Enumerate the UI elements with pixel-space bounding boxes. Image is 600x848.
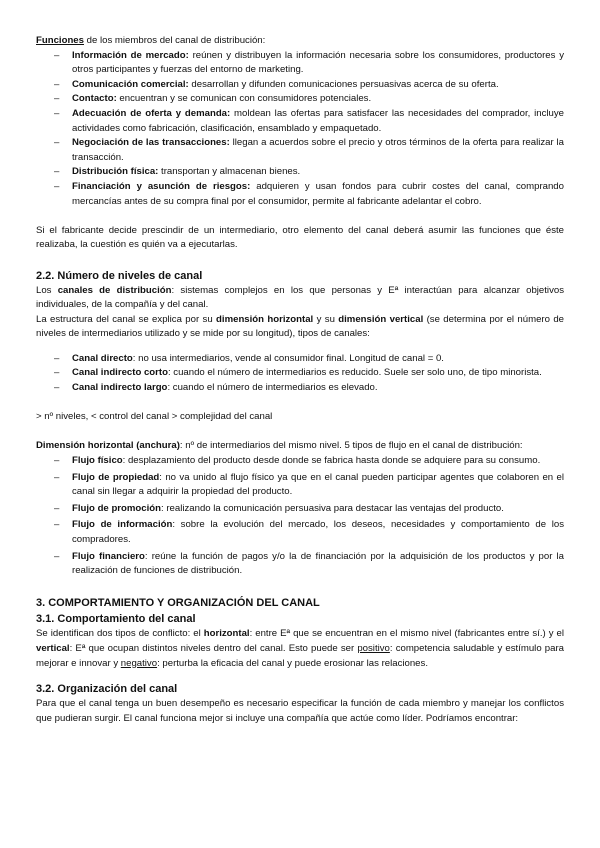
canal-text: : no usa intermediarios, vende al consumidor final. Longitud de canal = 0. (132, 352, 444, 364)
funcion-item (54, 180, 564, 209)
flujo-item (54, 502, 564, 517)
comportamiento-paragraph: Se identifican dos tipos de conflicto: el horizontal: entre Eª que se encuentran en el mismo nivel (fabricantes entre sí.) y el vertical: Eª que ocupan distintos niveles dentro del canal. Esto puede ser positivo: competencia saludable y estímulo para mejorar e innovar y negativo: perturba la eficacia del canal y puede erosionar las relaciones. (36, 628, 565, 669)
dash-bullet-icon: – (54, 382, 60, 394)
funcion-term: Contacto: (72, 93, 117, 105)
dash-bullet-icon: – (54, 166, 60, 178)
funciones-term: Funciones (36, 35, 84, 46)
funcion-text: llegan a acuerdos sobre el precio y otros términos de la oferta para realizar la transacción. (72, 137, 564, 163)
section-3-2-heading: 3.2. Organización del canal (36, 683, 178, 696)
dash-bullet-icon: – (54, 49, 60, 61)
canal-term: Canal indirecto largo (72, 382, 168, 394)
niveles-line: > nº niveles, < control del canal > complejidad del canal (36, 411, 273, 423)
canal-item (54, 366, 564, 381)
dash-bullet-icon: – (54, 352, 60, 364)
funciones-list (36, 49, 564, 210)
flujo-text: : reúne la función de pagos y/o la de financiación por la adquisición de los productos y por la realización de funciones de distribución. (72, 550, 564, 577)
flujo-term: Flujo de promoción (72, 502, 162, 514)
funcion-text: desarrollan y difunden comunicaciones persuasivas acerca de su oferta. (188, 78, 499, 90)
canal-term: Canal indirecto corto (72, 367, 168, 379)
organizacion-paragraph: Para que el canal tenga un buen desempeño es necesario especificar la función de cada miembro y manejar los conflictos que pudieran surgir. El canal funciona mejor si incluye una compañía que actúe como líder. Podríamos encontrar: (36, 698, 564, 724)
dash-bullet-icon: – (54, 137, 60, 149)
estructura-paragraph: La estructura del canal se explica por su dimensión horizontal y su dimensión vertical (se determina por el número de niveles de intermediarios utilizado y se mide por su longitud), tipos de canales: (36, 313, 564, 340)
funcion-text: encuentran y se comunican con consumidores potenciales. (116, 93, 372, 105)
flujo-term: Flujo financiero (72, 550, 145, 562)
funcion-item (54, 107, 564, 136)
flujo-term: Flujo de información (72, 519, 173, 531)
funcion-text: adquieren y usan fondos para cubrir costes del canal, comprando mercancías antes de su compra final por el consumidor, permite al fabricante adelantar el cobro. (72, 180, 564, 207)
funcion-text: transportan y almacenan bienes. (158, 166, 301, 178)
funcion-item (54, 49, 564, 78)
funcion-term: Financiación y asunción de riesgos: (72, 180, 251, 192)
funcion-item (54, 136, 564, 165)
flujo-term: Flujo físico (72, 455, 123, 467)
canal-item (54, 352, 564, 367)
dash-bullet-icon: – (54, 471, 60, 483)
dash-bullet-icon: – (54, 367, 60, 379)
funcion-text: moldean las ofertas para satisfacer las necesidades del comprador, incluye actividades como fabricación, clasificación, ensamblado y empaquetado. (72, 107, 564, 134)
dash-bullet-icon: – (54, 550, 60, 562)
section-3-heading: 3. COMPORTAMIENTO Y ORGANIZACIÓN DEL CANAL (36, 597, 320, 610)
dash-bullet-icon: – (54, 519, 60, 531)
flujo-text: : no va unido al flujo físico ya que en el canal pueden participar agentes que colaboren en el canal sin llegar a adquirir la propiedad del producto. (72, 471, 564, 498)
section-3-1-heading: 3.1. Comportamiento del canal (36, 613, 196, 626)
flujo-list (36, 454, 564, 579)
dash-bullet-icon: – (54, 455, 60, 467)
flujo-text: : realizando la comunicación persuasiva para destacar las ventajas del producto. (161, 502, 504, 514)
funciones-intro: Funciones de los miembros del canal de distribución: (36, 35, 266, 46)
flujo-text: : desplazamiento del producto desde donde se fabrica hasta donde se adquiere para su consumo. (122, 455, 541, 467)
funcion-item (54, 92, 564, 107)
funcion-item (54, 78, 564, 93)
flujo-term: Flujo de propiedad (72, 471, 160, 483)
flujo-item (54, 518, 565, 547)
dash-bullet-icon: – (54, 107, 60, 119)
funcion-term: Negociación de las transacciones: (72, 137, 230, 149)
flujo-text: : sobre la evolución del mercado, los deseos, necesidades y comportamiento de los compradores. (72, 519, 565, 545)
funcion-item (54, 165, 564, 180)
funcion-term: Adecuación de oferta y demanda: (72, 107, 231, 119)
canal-item (54, 381, 564, 396)
dash-bullet-icon: – (54, 78, 60, 90)
funcion-term: Distribución física: (72, 166, 159, 178)
funcion-text: reúnen y distribuyen la información necesaria sobre los consumidores, productores y otros participantes y fuerzas del entorno de marketing. (72, 49, 564, 76)
funcion-term: Comunicación comercial: (72, 78, 189, 90)
dimension-horizontal-paragraph: Dimensión horizontal (anchura): nº de intermediarios del mismo nivel. 5 tipos de flujo en el canal de distribución: (36, 440, 523, 452)
canal-text: : cuando el número de intermediarios es reducido. Suele ser solo uno, de tipo minorista. (167, 367, 542, 379)
flujo-item (54, 550, 564, 579)
section-2-2-heading: 2.2. Número de niveles de canal (36, 269, 203, 282)
flujo-item (54, 471, 564, 500)
canal-term: Canal directo (72, 352, 133, 364)
dash-bullet-icon: – (54, 180, 60, 192)
canal-text: : cuando el número de intermediarios es elevado. (167, 382, 378, 394)
flujo-item (54, 454, 564, 469)
dash-bullet-icon: – (54, 502, 60, 514)
funcion-term: Información de mercado: (72, 49, 189, 61)
document-page (36, 34, 564, 726)
prescindir-paragraph: Si el fabricante decide prescindir de un intermediario, otro elemento del canal deberá asumir las funciones que éste realizaba, la cuestión es quién va a ejecutarlas. (36, 224, 564, 251)
dash-bullet-icon: – (54, 93, 60, 105)
canales-paragraph: Los canales de distribución: sistemas complejos en los que personas y Eª interactúan para alcanzar objetivos individuales, de la compañía y del canal. (36, 284, 564, 311)
canal-types-list (36, 352, 564, 396)
